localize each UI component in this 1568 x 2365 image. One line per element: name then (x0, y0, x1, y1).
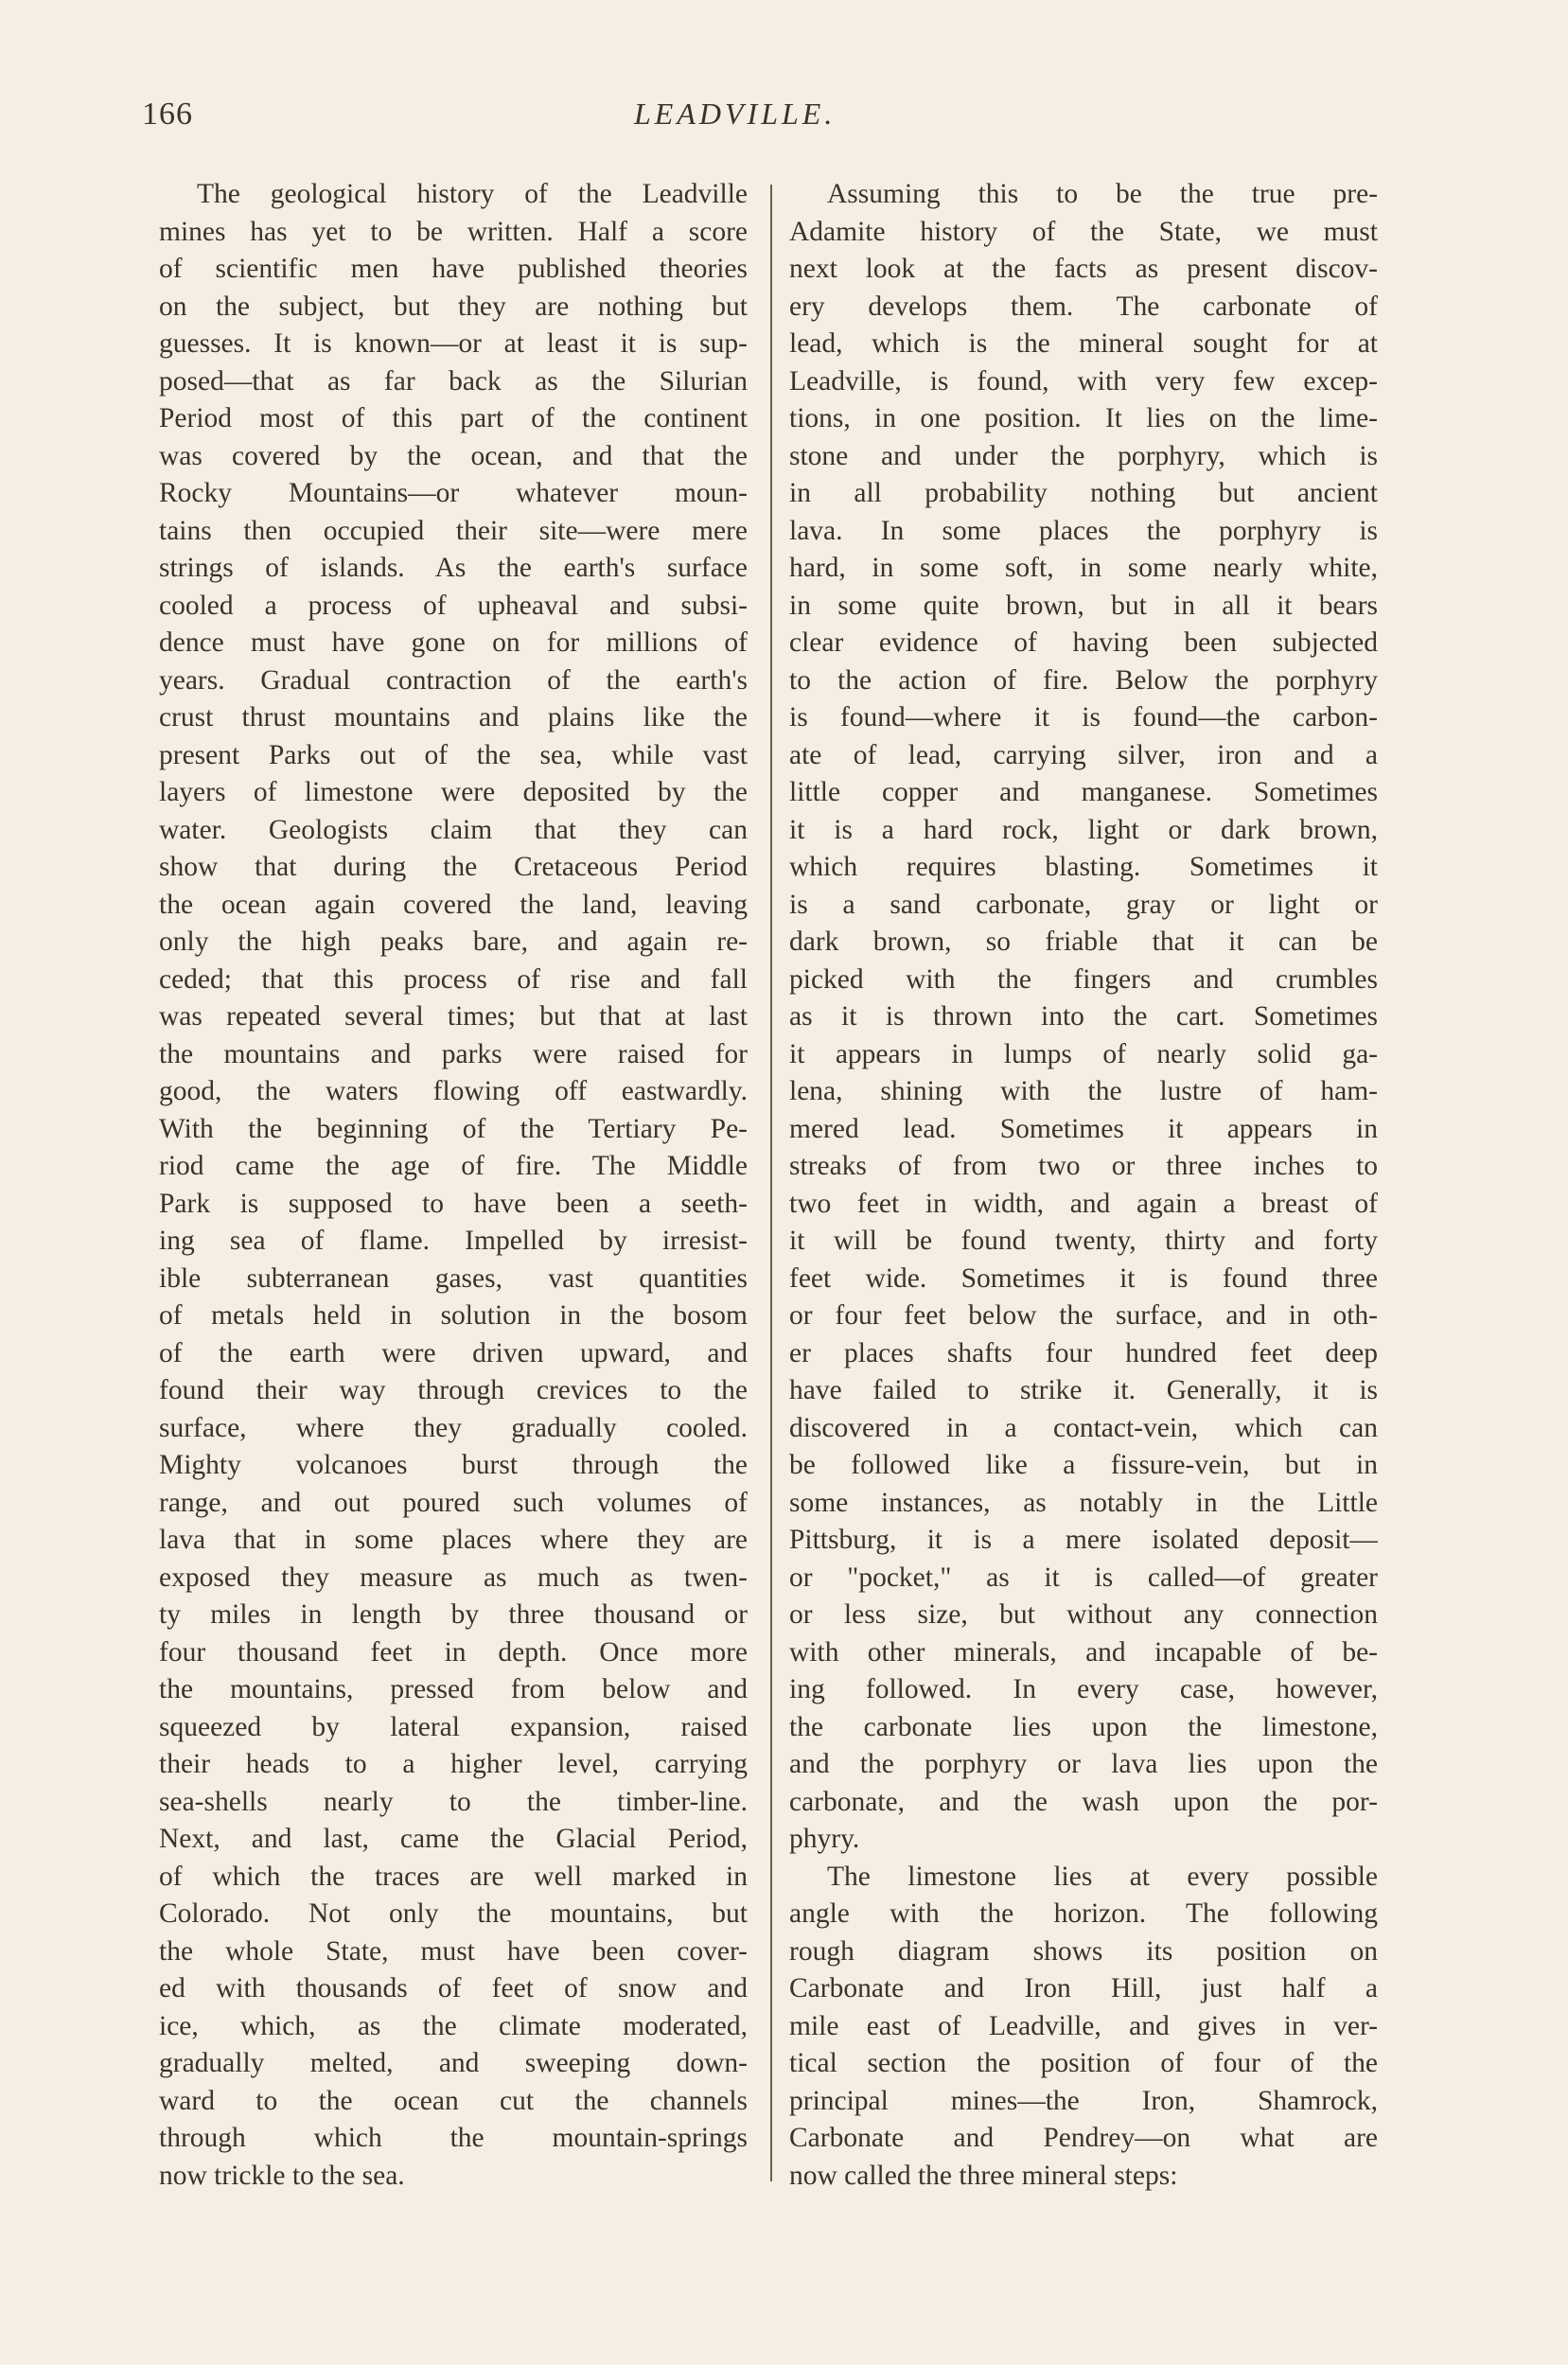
text-line: or "pocket," as it is called—of greater (789, 1562, 1378, 1593)
text-line: now trickle to the sea. (159, 2160, 405, 2191)
text-line: rough diagram shows its position on (789, 1935, 1378, 1967)
text-line: er places shafts four hundred feet deep (789, 1337, 1378, 1368)
text-line: the ocean again covered the land, leaving (159, 889, 748, 920)
text-line: Park is supposed to have been a seeth- (159, 1188, 748, 1219)
text-line: principal mines—the Iron, Shamrock, (789, 2085, 1378, 2116)
text-line: the carbonate lies upon the limestone, (789, 1711, 1378, 1742)
text-line: layers of limestone were deposited by the (159, 777, 748, 807)
text-line: discovered in a contact-vein, which can (789, 1412, 1378, 1443)
text-line: Pittsburg, it is a mere isolated deposit— (789, 1525, 1378, 1555)
text-line: ing sea of flame. Impelled by irresist- (159, 1226, 748, 1256)
text-line: ward to the ocean cut the channels (159, 2085, 748, 2116)
text-line: have failed to strike it. Generally, it is (789, 1375, 1378, 1405)
text-line: squeezed by lateral expansion, raised (159, 1711, 748, 1742)
text-line: next look at the facts as present discov- (789, 254, 1378, 284)
text-line: ing followed. In every case, however, (789, 1674, 1378, 1704)
text-line: was repeated several times; but that at last (159, 1001, 748, 1032)
page-header (0, 97, 1568, 144)
text-line: Adamite history of the State, we must (789, 216, 1378, 247)
text-line: or four feet below the surface, and in oth- (789, 1300, 1378, 1331)
text-line: carbonate, and the wash upon the por- (789, 1786, 1378, 1817)
text-line: in some quite brown, but in all it bears (789, 590, 1378, 621)
text-line: mile east of Leadville, and gives in ver- (789, 2010, 1378, 2041)
text-line: years. Gradual contraction of the earth's (159, 664, 748, 696)
text-line: Carbonate and Pendrey—on what are (789, 2123, 1378, 2153)
text-line: the mountains, pressed from below and (159, 1674, 748, 1704)
text-line: be followed like a fissure-vein, but in (789, 1450, 1378, 1480)
text-line: with other minerals, and incapable of be- (789, 1636, 1378, 1668)
text-line: lava. In some places the porphyry is (789, 515, 1378, 546)
text-line: ery develops them. The carbonate of (789, 291, 1378, 322)
text-line: lena, shining with the lustre of ham- (789, 1076, 1378, 1106)
text-line: The geological history of the Leadville (197, 179, 748, 209)
text-line: two feet in width, and again a breast of (789, 1188, 1378, 1219)
text-line: lead, which is the mineral sought for at (789, 328, 1378, 359)
text-line: found their way through crevices to the (159, 1375, 748, 1405)
text-line: exposed they measure as much as twen- (159, 1562, 748, 1593)
text-line: on the subject, but they are nothing but (159, 291, 748, 322)
text-line: dence must have gone on for millions of (159, 627, 748, 658)
text-line: of metals held in solution in the bosom (159, 1300, 748, 1331)
text-line: ate of lead, carrying silver, iron and a (789, 739, 1378, 770)
text-line: posed—that as far back as the Silurian (159, 365, 748, 397)
text-line: Period most of this part of the continent (159, 403, 748, 433)
text-line: Rocky Mountains—or whatever moun- (159, 478, 748, 508)
text-line: present Parks out of the sea, while vast (159, 739, 748, 770)
text-line: is a sand carbonate, gray or light or (789, 889, 1378, 920)
text-line: show that during the Cretaceous Period (159, 852, 748, 882)
text-line: now called the three mineral steps: (789, 2160, 1178, 2191)
text-line: feet wide. Sometimes it is found three (789, 1262, 1378, 1294)
text-line: picked with the fingers and crumbles (789, 963, 1378, 995)
text-line: ice, which, as the climate moderated, (159, 2010, 748, 2041)
left-column (159, 176, 748, 2195)
text-line: to the action of fire. Below the porphyry (789, 664, 1378, 696)
text-line: ed with thousands of feet of snow and (159, 1973, 748, 2003)
text-line: good, the waters flowing off eastwardly. (159, 1076, 748, 1106)
text-line: mines has yet to be written. Half a score (159, 216, 748, 247)
text-line: of scientific men have published theories (159, 254, 748, 284)
text-line: as it is thrown into the cart. Sometimes (789, 1001, 1378, 1032)
text-line: surface, where they gradually cooled. (159, 1412, 748, 1443)
text-line: the whole State, must have been cover- (159, 1935, 748, 1967)
text-line: it will be found twenty, thirty and forty (789, 1226, 1378, 1256)
text-line: strings of islands. As the earth's surface (159, 553, 748, 583)
text-line: of which the traces are well marked in (159, 1861, 748, 1892)
text-line: the mountains and parks were raised for (159, 1038, 748, 1069)
text-line: range, and out poured such volumes of (159, 1487, 748, 1518)
text-line: tions, in one position. It lies on the lime- (789, 403, 1378, 433)
text-line: only the high peaks bare, and again re- (159, 927, 748, 957)
text-line: dark brown, so friable that it can be (789, 927, 1378, 957)
text-line: and the porphyry or lava lies upon the (789, 1749, 1378, 1779)
text-line: some instances, as notably in the Little (789, 1487, 1378, 1518)
text-line: in all probability nothing but ancient (789, 478, 1378, 508)
text-line: ible subterranean gases, vast quantities (159, 1262, 748, 1294)
column-divider (770, 185, 772, 2181)
text-line: With the beginning of the Tertiary Pe- (159, 1113, 748, 1144)
text-line: tains then occupied their site—were mere (159, 515, 748, 546)
text-line: Carbonate and Iron Hill, just half a (789, 1973, 1378, 2003)
text-line: little copper and manganese. Sometimes (789, 777, 1378, 807)
text-line: their heads to a higher level, carrying (159, 1749, 748, 1779)
text-line: it appears in lumps of nearly solid ga- (789, 1038, 1378, 1069)
text-line: angle with the horizon. The following (789, 1898, 1378, 1929)
text-line: or less size, but without any connection (789, 1599, 1378, 1630)
text-line: clear evidence of having been subjected (789, 627, 1378, 658)
text-line: gradually melted, and sweeping down- (159, 2048, 748, 2078)
text-line: four thousand feet in depth. Once more (159, 1636, 748, 1668)
text-line: riod came the age of fire. The Middle (159, 1151, 748, 1181)
text-line: streaks of from two or three inches to (789, 1151, 1378, 1181)
text-line: water. Geologists claim that they can (159, 814, 748, 845)
text-line: it is a hard rock, light or dark brown, (789, 814, 1378, 845)
text-line: lava that in some places where they are (159, 1525, 748, 1555)
text-line: was covered by the ocean, and that the (159, 440, 748, 471)
text-line: through which the mountain-springs (159, 2123, 748, 2153)
text-line: which requires blasting. Sometimes it (789, 852, 1378, 882)
text-line: Assuming this to be the true pre- (827, 179, 1378, 209)
right-column (789, 176, 1378, 2195)
text-line: phyry. (789, 1824, 860, 1854)
text-line: Colorado. Not only the mountains, but (159, 1898, 748, 1929)
text-line: ceded; that this process of rise and fall (159, 963, 748, 995)
text-line: cooled a process of upheaval and subsi- (159, 590, 748, 621)
text-line: sea-shells nearly to the timber-line. (159, 1786, 748, 1817)
page-number: 166 (142, 97, 193, 132)
text-line: ty miles in length by three thousand or (159, 1599, 748, 1630)
running-title: LEADVILLE. (634, 97, 837, 131)
text-line: crust thrust mountains and plains like the (159, 702, 748, 732)
text-line: Mighty volcanoes burst through the (159, 1450, 748, 1480)
text-line: The limestone lies at every possible (827, 1861, 1378, 1892)
text-line: Leadville, is found, with very few excep- (789, 365, 1378, 397)
text-line: tical section the position of four of the (789, 2048, 1378, 2078)
text-line: mered lead. Sometimes it appears in (789, 1113, 1378, 1144)
text-line: guesses. It is known—or at least it is sup- (159, 328, 748, 359)
text-line: hard, in some soft, in some nearly white, (789, 553, 1378, 583)
text-line: Next, and last, came the Glacial Period, (159, 1824, 748, 1854)
text-line: is found—where it is found—the carbon- (789, 702, 1378, 732)
text-line: stone and under the porphyry, which is (789, 440, 1378, 471)
text-line: of the earth were driven upward, and (159, 1337, 748, 1368)
